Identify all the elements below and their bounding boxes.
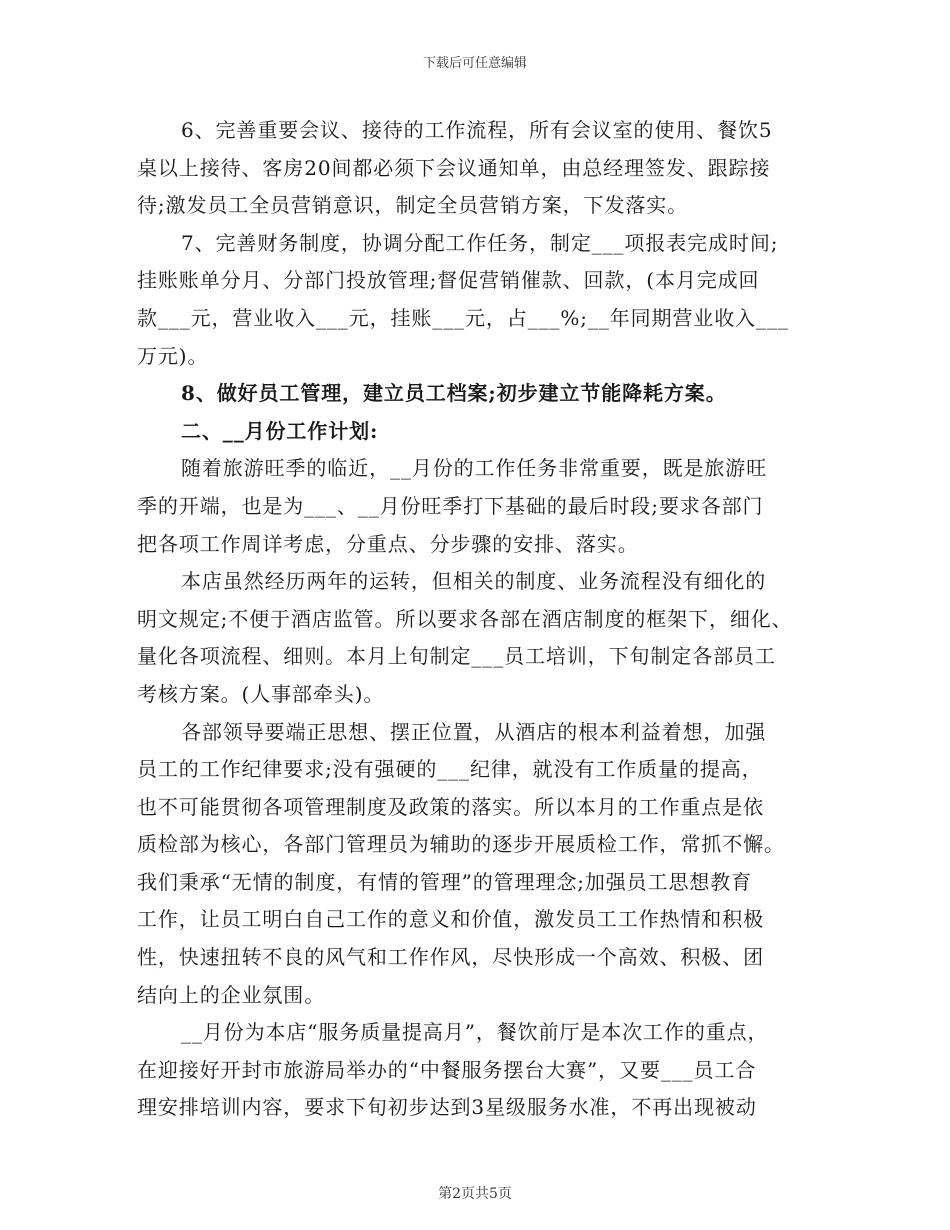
text-line: 6、完善重要会议、接待的工作流程，所有会议室的使用、餐饮5 (181, 118, 773, 142)
text-line: 待;激发员工全员营销意识，制定全员营销方案，下发落实。 (137, 193, 689, 218)
text-line: 挂账账单分月、分部门投放管理;督促营销催款、回款，(本月完成回 (137, 268, 760, 293)
text-line: 7、完善财务制度，协调分配工作任务，制定___项报表完成时间; (181, 230, 779, 255)
text-line: 万元)。 (137, 343, 209, 368)
text-line: 本店虽然经历两年的运转，但相关的制度、业务流程没有细化的 (181, 569, 767, 594)
text-line: 考核方案。(人事部牵头)。 (137, 681, 385, 706)
text-line: 工作，让员工明白自己工作的意义和价值，激发员工工作热情和积极 (137, 907, 764, 932)
text-line: 在迎接好开封市旅游局举办的“中餐服务摆台大赛”，又要___员工合 (137, 1057, 757, 1082)
text-line: 理安排培训内容，要求下旬初步达到3星级服务水准，不再出现被动 (137, 1095, 757, 1120)
page-header: 下载后可任意编辑 (422, 56, 527, 71)
text-line: 我们秉承“无情的制度，有情的管理”的管理理念;加强员工思想教育 (137, 869, 753, 894)
text-line: 季的开端，也是为___、__月份旺季打下基础的最后时段;要求各部门 (137, 493, 764, 518)
text-line: 二、__月份工作计划: (181, 418, 379, 443)
text-line: 明文规定;不便于酒店监管。所以要求各部在酒店制度的框架下，细化、 (137, 606, 793, 631)
text-line: 员工的工作纪律要求;没有强硬的___纪律，就没有工作质量的提高， (137, 757, 763, 782)
text-line: 8、做好员工管理，建立员工档案;初步建立节能降耗方案。 (181, 381, 727, 406)
document-body (137, 112, 812, 1127)
text-line: 也不可能贯彻各项管理制度及政策的落实。所以本月的工作重点是依 (137, 794, 764, 819)
text-line: 随着旅游旺季的临近，__月份的工作任务非常重要，既是旅游旺 (181, 456, 768, 481)
text-line: 各部领导要端正思想、摆正位置，从酒店的根本利益着想，加强 (181, 719, 767, 744)
text-line: 结向上的企业氛围。 (137, 982, 326, 1007)
text-line: 桌以上接待、客房20间都必须下会议通知单，由总经理签发、跟踪接 (137, 155, 771, 180)
text-line: 质检部为核心，各部门管理员为辅助的逐步开展质检工作，常抓不懈。 (137, 832, 785, 857)
text-line: 把各项工作周详考虑，分重点、分步骤的安排、落实。 (137, 531, 639, 556)
text-line: 性，快速扭转不良的风气和工作作风，尽快形成一个高效、积极、团 (137, 945, 764, 970)
page-footer: 第2页共5页 (438, 1186, 512, 1202)
text-line: __月份为本店“服务质量提高月”，餐饮前厅是本次工作的重点， (181, 1020, 769, 1045)
text-line: 款___元，营业收入___元，挂账___元，占___%;__年同期营业收入___ (137, 305, 789, 330)
text-line: 量化各项流程、细则。本月上旬制定___员工培训，下旬制定各部员工 (137, 644, 776, 669)
